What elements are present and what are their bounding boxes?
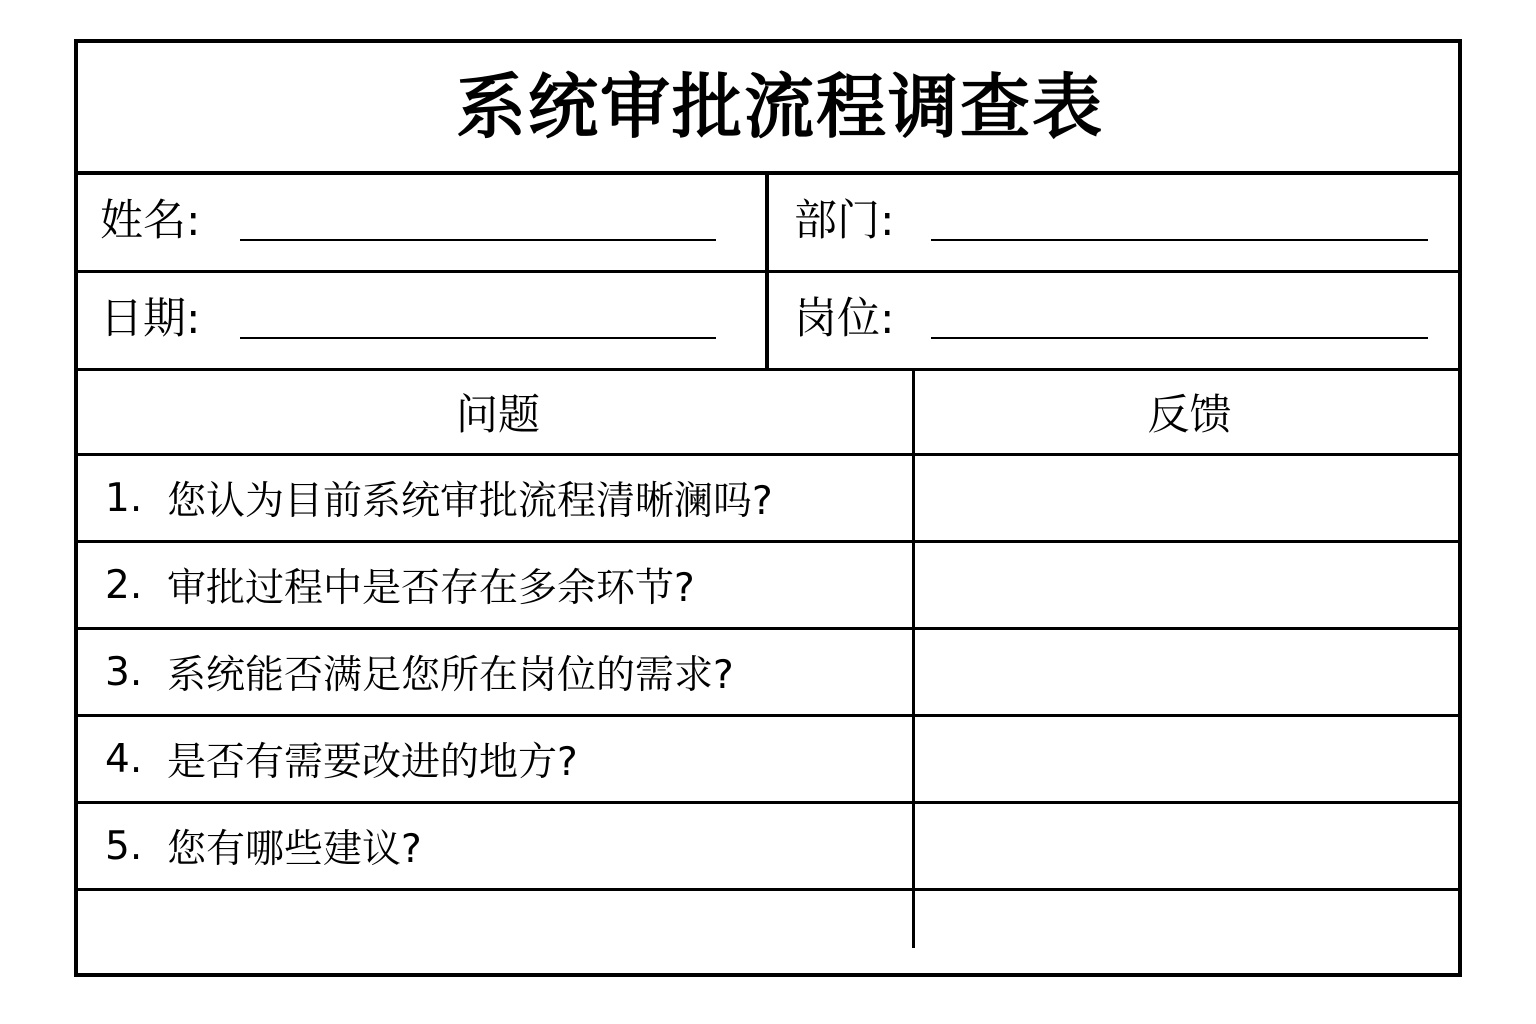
- feedback-cell-4[interactable]: [915, 714, 1458, 801]
- info-row-date-position: [78, 273, 1458, 371]
- question-cell-3: [78, 627, 915, 714]
- question-text: 审批过程中是否存在多余环节?: [167, 566, 695, 611]
- date-field[interactable]: [240, 337, 716, 339]
- date-cell: [78, 273, 769, 368]
- name-cell: [78, 175, 769, 270]
- name-label: 姓名:: [100, 196, 201, 246]
- department-label: 部门:: [794, 196, 895, 246]
- feedback-header: 反馈: [1147, 390, 1232, 439]
- question-number: 3.: [105, 649, 143, 695]
- feedback-cell-5[interactable]: [915, 801, 1458, 888]
- department-cell: [769, 175, 1458, 270]
- question-number: 4.: [105, 736, 143, 782]
- question-number: 1.: [105, 475, 143, 521]
- question-number: 5.: [105, 823, 143, 869]
- date-label: 日期:: [100, 294, 201, 344]
- info-row-name-department: [78, 175, 1458, 273]
- feedback-cell-3[interactable]: [915, 627, 1458, 714]
- question-header: 问题: [455, 390, 540, 439]
- question-cell-empty: [78, 888, 915, 948]
- survey-form: [74, 39, 1462, 977]
- question-cell-5: [78, 801, 915, 888]
- question-number: 2.: [105, 562, 143, 608]
- position-label: 岗位:: [794, 294, 895, 344]
- feedback-cell-empty[interactable]: [915, 888, 1458, 948]
- question-text: 系统能否满足您所在岗位的需求?: [167, 653, 734, 698]
- question-cell-4: [78, 714, 915, 801]
- question-text: 您认为目前系统审批流程清晰澜吗?: [167, 479, 773, 524]
- name-field[interactable]: [240, 239, 716, 241]
- question-header-cell: [78, 371, 915, 453]
- feedback-header-cell: [915, 371, 1458, 453]
- question-text: 是否有需要改进的地方?: [167, 740, 578, 785]
- question-text: 您有哪些建议?: [167, 827, 422, 872]
- feedback-cell-2[interactable]: [915, 540, 1458, 627]
- question-table: [78, 371, 1458, 948]
- question-cell-2: [78, 540, 915, 627]
- title-row: [78, 43, 1458, 175]
- question-cell-1: [78, 453, 915, 540]
- position-field[interactable]: [931, 337, 1428, 339]
- feedback-cell-1[interactable]: [915, 453, 1458, 540]
- form-title: 系统审批流程调查表: [456, 66, 1104, 148]
- department-field[interactable]: [931, 239, 1428, 241]
- position-cell: [769, 273, 1458, 368]
